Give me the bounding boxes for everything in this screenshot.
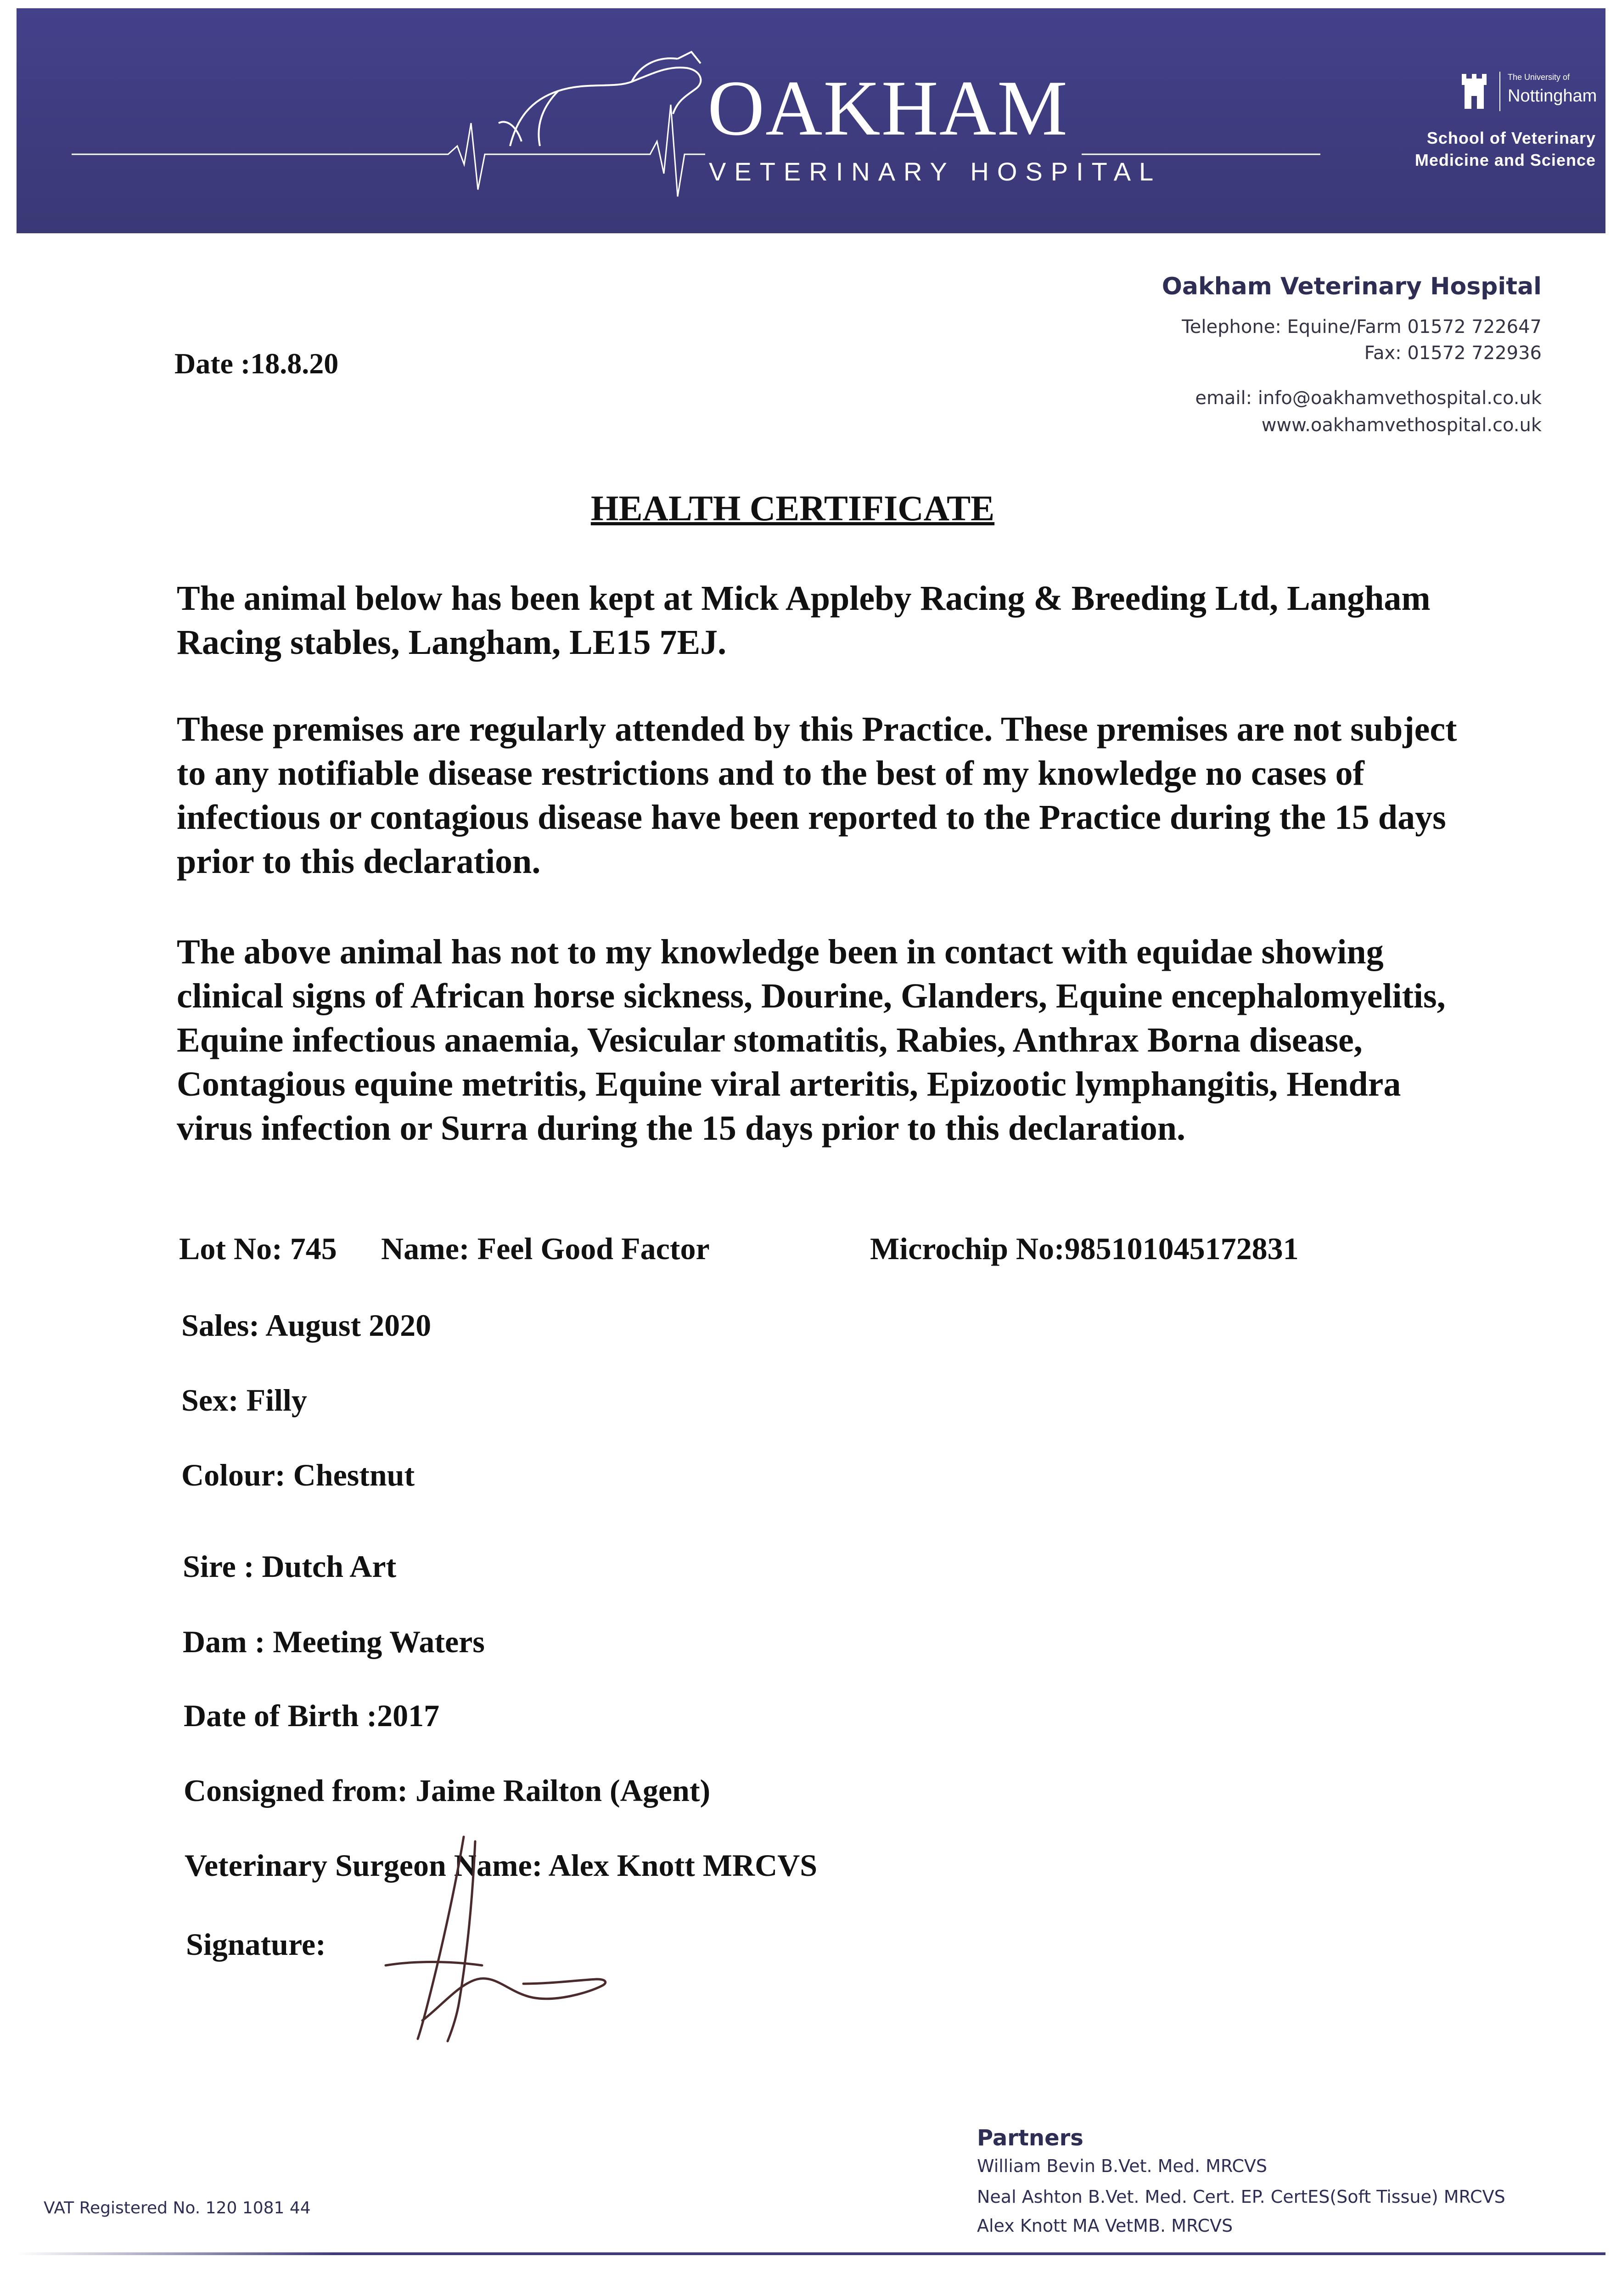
brand-subtitle: VETERINARY HOSPITAL	[709, 157, 1162, 186]
lot-number: Lot No: 745	[179, 1231, 337, 1266]
disease-contact-paragraph: The above animal has not to my knowledge been in contact with equidae showing clinical signs of African horse sickness, Dourine, Glanders, Equine encephalomyelitis, Equine infectious anaemia, Vesicular stomatitis, Rabies, Anthrax Borna disease, Contagious equine metritis, Equine viral arteritis, Epizootic lymphangitis, Hendra virus infection or Surra during the 15 days prior to this declaration.	[177, 933, 1446, 1148]
contact-fax: Fax: 01572 722936	[1364, 343, 1542, 364]
dam-field: Dam : Meeting Waters	[183, 1624, 485, 1659]
header-band	[17, 8, 1605, 233]
partner-item: William Bevin B.Vet. Med. MRCVS	[977, 2156, 1268, 2176]
declaration-paragraph: These premises are regularly attended by this Practice. These premises are not subject to any notifiable disease restrictions and to the best of my knowledge no cases of infectious or contagious disease have been reported to the Practice during the 15 days prior to this declaration.	[177, 710, 1457, 881]
contact-hospital-name: Oakham Veterinary Hospital	[1162, 273, 1542, 300]
sex-field: Sex: Filly	[181, 1383, 307, 1418]
university-crest-icon	[1458, 70, 1490, 113]
veterinary-surgeon-field: Veterinary Surgeon Name: Alex Knott MRCVS	[185, 1848, 818, 1883]
consigned-from-field: Consigned from: Jaime Railton (Agent)	[184, 1773, 711, 1808]
signature-label: Signature:	[186, 1927, 326, 1962]
university-prefix: The University of	[1508, 73, 1570, 82]
premises-paragraph: The animal below has been kept at Mick Appleby Racing & Breeding Ltd, Langham Racing stables, Langham, LE15 7EJ.	[177, 579, 1431, 662]
colour-field: Colour: Chestnut	[181, 1458, 415, 1492]
contact-email[interactable]: email: info@oakhamvethospital.co.uk	[1195, 388, 1542, 409]
university-divider	[1499, 72, 1500, 111]
microchip-number: Microchip No:985101045172831	[870, 1231, 1299, 1266]
contact-website[interactable]: www.oakhamvethospital.co.uk	[1261, 415, 1542, 436]
contact-telephone: Telephone: Equine/Farm 01572 722647	[1182, 316, 1542, 338]
brand-name: OAKHAM	[707, 65, 1068, 152]
certificate-title: HEALTH CERTIFICATE	[590, 488, 995, 528]
partner-item: Neal Ashton B.Vet. Med. Cert. EP. CertES(Soft Tissue) MRCVS	[977, 2187, 1505, 2207]
sales-field: Sales: August 2020	[181, 1308, 432, 1343]
partner-item: Alex Knott MA VetMB. MRCVS	[977, 2216, 1233, 2236]
university-name: Nottingham	[1508, 86, 1597, 106]
certificate-date: Date :18.8.20	[174, 347, 339, 380]
horse-name: Name: Feel Good Factor	[381, 1231, 710, 1266]
date-of-birth-field: Date of Birth :2017	[184, 1698, 440, 1733]
sire-field: Sire : Dutch Art	[183, 1549, 397, 1584]
footer-rule	[17, 2252, 1605, 2255]
school-name-line1: School of Veterinary	[1426, 129, 1596, 147]
vat-number: VAT Registered No. 120 1081 44	[44, 2199, 311, 2217]
handwritten-signature	[358, 1828, 615, 2048]
partners-heading: Partners	[977, 2125, 1083, 2151]
school-name-line2: Medicine and Science	[1414, 151, 1596, 169]
horse-logo-graphic	[499, 52, 701, 146]
